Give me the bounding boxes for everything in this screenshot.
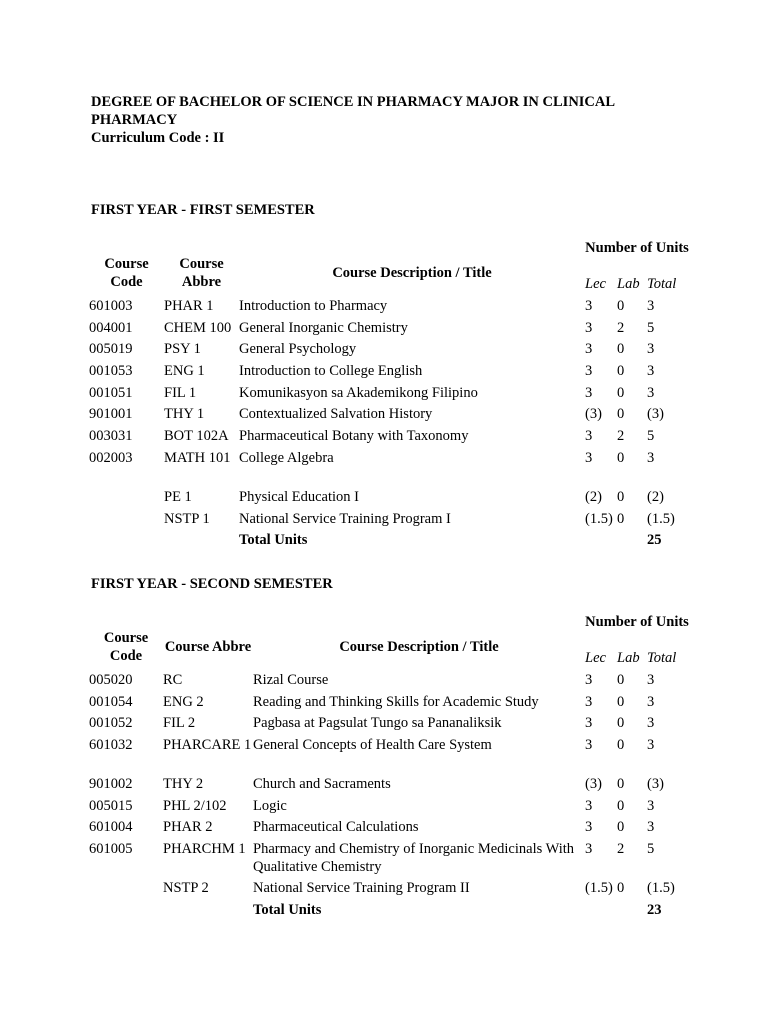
- course-title: Contextualized Salvation History: [239, 406, 433, 423]
- course-title: Pagbasa at Pagsulat Tungo sa Pananaliksik: [253, 715, 502, 732]
- units-total: 3: [647, 819, 655, 836]
- units-total: 3: [647, 737, 655, 754]
- course-abbre: PE 1: [164, 488, 192, 505]
- course-code: 901001: [89, 406, 133, 423]
- total-units-row: [89, 901, 689, 923]
- table-row: [89, 405, 689, 427]
- header-lab: Lab: [617, 650, 640, 666]
- units-lec: (1.5): [585, 510, 613, 527]
- course-abbre: PHARCARE 1: [163, 737, 252, 754]
- header-number-of-units: Number of Units: [585, 614, 689, 630]
- units-lec: (3): [585, 406, 602, 423]
- units-lab: 0: [617, 510, 625, 527]
- units-total: (1.5): [647, 510, 675, 527]
- course-code: 001054: [89, 693, 133, 710]
- course-abbre: PHARCHM 1: [163, 841, 246, 858]
- table-row: [89, 362, 689, 384]
- course-code: 601032: [89, 737, 133, 754]
- header-total: Total: [647, 276, 677, 292]
- units-lec: 3: [585, 449, 593, 466]
- units-total: 3: [647, 341, 655, 358]
- units-total: 3: [647, 715, 655, 732]
- units-lab: 2: [617, 841, 625, 858]
- curriculum-table-second-semester: [89, 613, 689, 923]
- total-units-value: 23: [647, 901, 662, 918]
- course-abbre: NSTP 1: [164, 510, 210, 527]
- table-row: [89, 340, 689, 362]
- course-title: Reading and Thinking Skills for Academic Study: [253, 693, 539, 710]
- units-total: 3: [647, 298, 655, 314]
- header-course-description: Course Description / Title: [332, 265, 492, 281]
- course-code: 601005: [89, 841, 133, 858]
- units-total: 3: [647, 693, 655, 710]
- units-lab: 0: [617, 693, 625, 710]
- course-code: 002003: [89, 449, 133, 466]
- units-lec: 3: [585, 841, 593, 858]
- course-abbre: FIL 2: [163, 715, 196, 732]
- table-row: [89, 449, 689, 488]
- table-row: [89, 797, 689, 819]
- course-title: Introduction to College English: [239, 363, 423, 380]
- header-course-abbre: Course Abbre: [179, 256, 224, 290]
- course-title: Rizal Course: [253, 672, 329, 688]
- units-lec: 3: [585, 341, 593, 358]
- units-lab: 0: [617, 384, 625, 401]
- course-code: 001052: [89, 715, 133, 732]
- course-title: Church and Sacraments: [253, 776, 391, 793]
- course-abbre: THY 1: [164, 406, 205, 423]
- units-lab: 2: [617, 319, 625, 336]
- table-row: [89, 879, 689, 901]
- table-row: [89, 297, 689, 319]
- course-title: National Service Training Program I: [239, 510, 451, 527]
- table-row: [89, 693, 689, 715]
- course-title: General Inorganic Chemistry: [239, 319, 408, 336]
- course-abbre: ENG 2: [163, 693, 204, 710]
- course-code: 001051: [89, 384, 133, 401]
- document-title-line1: DEGREE OF BACHELOR OF SCIENCE IN PHARMACY MAJOR IN CLINICAL: [91, 94, 616, 110]
- units-lab: 0: [617, 449, 625, 466]
- course-abbre: RC: [163, 672, 183, 688]
- units-total: (1.5): [647, 880, 675, 897]
- course-title: Pharmacy and Chemistry of Inorganic Medicinals With Qualitative Chemistry: [253, 841, 575, 876]
- units-total: 3: [647, 797, 655, 814]
- course-abbre: FIL 1: [164, 384, 197, 401]
- course-abbre: THY 2: [163, 776, 204, 793]
- table-row: [89, 775, 689, 797]
- course-abbre: ENG 1: [164, 363, 205, 380]
- table-row: [89, 818, 689, 840]
- units-total: 5: [647, 841, 655, 858]
- course-title: Introduction to Pharmacy: [239, 298, 388, 314]
- course-title: Physical Education I: [239, 488, 360, 505]
- units-total: 3: [647, 363, 655, 380]
- units-lab: 0: [617, 298, 625, 314]
- units-lab: 0: [617, 715, 625, 732]
- units-lec: 3: [585, 715, 593, 732]
- course-abbre: NSTP 2: [163, 880, 209, 897]
- header-lab: Lab: [617, 276, 640, 292]
- course-abbre: PHL 2/102: [163, 797, 227, 814]
- units-total: (2): [647, 488, 664, 505]
- table-row: [89, 384, 689, 406]
- table-row: [89, 319, 689, 341]
- units-total: 3: [647, 672, 655, 688]
- units-total: (3): [647, 776, 664, 793]
- units-lab: 0: [617, 672, 625, 688]
- units-lec: 3: [585, 319, 593, 336]
- units-lec: 3: [585, 298, 593, 314]
- course-code: 901002: [89, 776, 133, 793]
- units-lab: 0: [617, 406, 625, 423]
- document-title: [91, 93, 615, 147]
- course-code: 001053: [89, 363, 133, 380]
- header-course-code: Course Code: [103, 630, 149, 664]
- course-code: 601003: [89, 298, 133, 314]
- course-title: Logic: [253, 797, 287, 814]
- course-code: 005015: [89, 797, 133, 814]
- section-title-second-semester: FIRST YEAR - SECOND SEMESTER: [91, 576, 333, 592]
- table-row: [89, 840, 689, 879]
- course-code: [89, 488, 164, 510]
- course-abbre: CHEM 100: [164, 319, 232, 336]
- units-lab: 0: [617, 819, 625, 836]
- course-code: 601004: [89, 819, 133, 836]
- table-row: [89, 671, 689, 693]
- units-lec: 3: [585, 737, 593, 754]
- units-lab: 0: [617, 488, 625, 505]
- course-code: 003031: [89, 428, 133, 445]
- curriculum-code: Curriculum Code : II: [91, 130, 225, 146]
- units-lab: 0: [617, 341, 625, 358]
- table-row: [89, 488, 689, 510]
- course-code: 004001: [89, 319, 133, 336]
- units-total: 3: [647, 449, 655, 466]
- units-total: (3): [647, 406, 664, 423]
- units-total: 5: [647, 319, 655, 336]
- course-title: Pharmaceutical Calculations: [253, 819, 419, 836]
- header-course-abbre: Course Abbre: [164, 639, 252, 655]
- units-lec: (1.5): [585, 880, 613, 897]
- document-title-line2: PHARMACY: [91, 112, 178, 128]
- header-course-code: Course Code: [104, 256, 149, 290]
- units-lab: 2: [617, 428, 625, 445]
- header-lec: Lec: [585, 650, 606, 666]
- total-units-label: Total Units: [239, 532, 308, 549]
- units-total: 3: [647, 384, 655, 401]
- units-lec: 3: [585, 672, 593, 688]
- course-abbre: MATH 101: [164, 449, 231, 466]
- units-lec: (3): [585, 776, 602, 793]
- table-row: [89, 736, 689, 775]
- units-lec: 3: [585, 363, 593, 380]
- total-units-label: Total Units: [253, 901, 322, 918]
- units-lec: 3: [585, 693, 593, 710]
- units-lec: 3: [585, 797, 593, 814]
- units-lec: 3: [585, 384, 593, 401]
- units-lab: 0: [617, 776, 625, 793]
- course-abbre: BOT 102A: [164, 428, 229, 445]
- section-title-first-semester: FIRST YEAR - FIRST SEMESTER: [91, 202, 315, 218]
- units-lab: 0: [617, 797, 625, 814]
- units-lab: 0: [617, 880, 625, 897]
- course-code: [89, 879, 163, 901]
- course-title: General Psychology: [239, 341, 357, 358]
- total-units-value: 25: [647, 532, 662, 549]
- course-abbre: PSY 1: [164, 341, 201, 358]
- header-course-description: Course Description / Title: [339, 639, 499, 655]
- units-lab: 0: [617, 363, 625, 380]
- header-number-of-units: Number of Units: [585, 240, 689, 256]
- course-title: Komunikasyon sa Akademikong Filipino: [239, 384, 478, 401]
- total-units-row: [89, 531, 689, 553]
- course-code: 005019: [89, 341, 133, 358]
- curriculum-table-first-semester: [89, 239, 689, 553]
- units-total: 5: [647, 428, 655, 445]
- course-code: [89, 510, 164, 532]
- course-code: 005020: [89, 672, 133, 688]
- header-lec: Lec: [585, 276, 606, 292]
- table-row: [89, 427, 689, 449]
- course-abbre: PHAR 2: [163, 819, 213, 836]
- units-lec: 3: [585, 819, 593, 836]
- course-title: College Algebra: [239, 449, 334, 466]
- course-abbre: PHAR 1: [164, 298, 214, 314]
- header-total: Total: [647, 650, 677, 666]
- course-title: Pharmaceutical Botany with Taxonomy: [239, 428, 469, 445]
- course-title: National Service Training Program II: [253, 880, 470, 897]
- units-lab: 0: [617, 737, 625, 754]
- course-title: General Concepts of Health Care System: [253, 737, 492, 754]
- table-row: [89, 714, 689, 736]
- units-lec: 3: [585, 428, 593, 445]
- table-row: [89, 510, 689, 532]
- units-lec: (2): [585, 488, 602, 505]
